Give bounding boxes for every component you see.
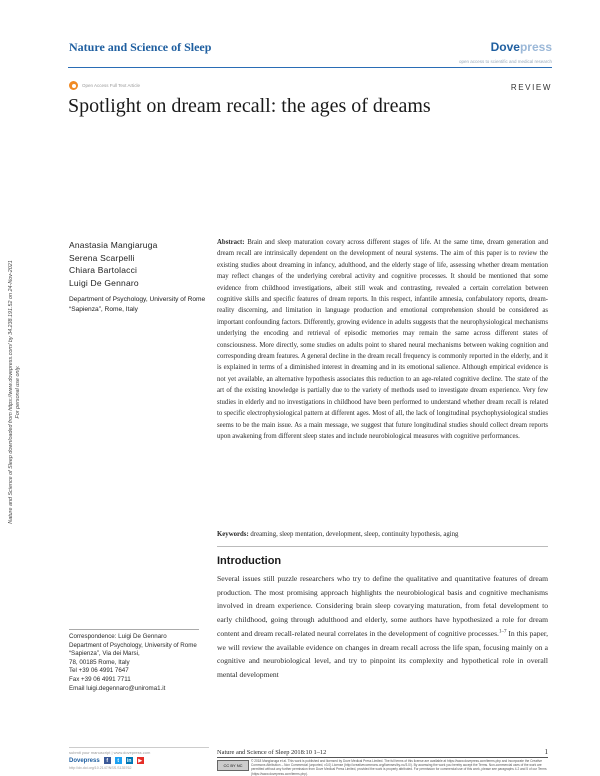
article-title: Spotlight on dream recall: the ages of dreams — [68, 95, 431, 117]
doi-link[interactable]: http://dx.doi.org/10.2147/NSS.S135762 — [69, 766, 132, 770]
journal-citation: Nature and Science of Sleep 2018:10 1–12 — [217, 749, 327, 756]
author: Luigi De Gennaro — [69, 277, 139, 288]
footer-divider — [217, 757, 548, 758]
keywords-label: Keywords: — [217, 531, 249, 538]
logo-press: press — [519, 40, 552, 54]
correspondence-line: Correspondence: Luigi De Gennaro — [69, 633, 167, 640]
twitter-icon[interactable]: t — [115, 757, 122, 764]
abstract — [217, 237, 548, 537]
keywords — [217, 530, 548, 540]
author-list — [69, 239, 158, 289]
logo-main: Dove — [490, 40, 520, 54]
correspondence-divider — [69, 629, 199, 630]
download-watermark — [8, 152, 22, 632]
correspondence-block — [69, 633, 219, 693]
footer-publisher — [69, 747, 209, 770]
open-access-label: Open Access Full Text Article — [82, 83, 140, 88]
introduction-text: Several issues still puzzle researchers who try to define the qualitative and quantitative features of dream production. The most promising approach highlights the neurobiological basis and cognitive mechanisms involved in dream experience. Considering brain sleep covarying maturation, from fetal development to early childhood, going through adulthood and elderly, some authors have hypothesized a role for dream content and dream recall-related neural correlates in the development of cognitive processes. — [217, 574, 548, 638]
abstract-text: Brain and sleep maturation covary across different stages of life. At the same time, dream generation and dream recall are intrinsically dependent on the development of neural systems. The aim of this paper is to review the existing studies about dreaming in infancy, adulthood, and the elderly stage of life, assessing whether dream mentation may reflect changes of the underlying cerebral activity and cognitive processes. It should be mentioned that some evidence from childhood investigations, albeit still weak and contrasting, revealed a certain correlation between cognitive skills and specific features of dream reports. In this respect, infantile amnesia, confabulatory reports, dream-reality discerning, and limitation in language production and emotional comprehension should be considered as important confounding factors. Differently, growing evidence in adults suggests that the neurophysiological mechanisms underlying the encoding and retrieval of episodic memories may remain the same across different states of consciousness. More directly, some studies on adults point to shared neural mechanisms between waking cognition and corresponding dream features. A general decline in the dream recall frequency is commonly reported in the elderly, and it is explained in terms of a diminished interest in dreaming and in its emotional salience. Although empirical evidence is not yet available, an alternative hypothesis associates this reduction to an age-related cognitive decline. The state of the art of the existing knowledge is partially due to the variety of methods used to investigate dream experience. Very few studies in elderly and no investigations in childhood have been performed to understand whether dream recall is related to specific electrophysiological pattern at different ages. Most of all, the lack of longitudinal psychophysiological studies seems to be the main issue. As a main message, we suggest that future longitudinal studies should collect dream reports upon awakening from different sleep states and include neurobiological measures with cognitive performances. — [217, 239, 548, 440]
footer-dovepress[interactable]: Dovepress — [69, 757, 100, 764]
dovepress-logo[interactable] — [491, 40, 552, 54]
correspondence-line: Department of Psychology, University of Rome “Sapienza”, Via dei Marsi, — [69, 641, 197, 658]
correspondence-line: Tel +39 06 4991 7647 — [69, 667, 129, 675]
open-access-badge — [69, 81, 140, 90]
abstract-label: Abstract: — [217, 239, 245, 246]
citation-reference[interactable]: 1–7 — [498, 629, 507, 635]
correspondence-line: Fax +39 06 4991 7711 — [69, 675, 131, 683]
introduction-text-continued: In this paper, we will review the available evidence on changes in dream recall across the life span, focusing mainly on a cognitive and neurobiological level, and try to pinpoint its complexity and hypothetical role in overall mental development — [217, 628, 548, 679]
linkedin-icon[interactable]: in — [126, 757, 132, 764]
license-text: © 2018 Mangiaruga et al. This work is published and licensed by Dove Medical Press Limited. The full terms of this license are available at https://www.dovepress.com/terms.php and incorporate the Creative Commons Attribution – Non Commercial (unported, v3.0) License (http://creativecommons.org/licenses/by-nc/3.0/). By accessing the work you hereby accept the Terms. Non-commercial uses of the work are permitted without any further permission from Dove Medical Press Limited, provided the work is properly attributed. For permission for commercial use of this work, please see paragraphs 4.2 and 5 of our Terms (https://www.dovepress.com/terms.php). — [251, 759, 547, 776]
author: Serena Scarpelli — [69, 252, 135, 263]
footer-social-row — [69, 757, 209, 764]
correspondence-email[interactable]: Email luigi.degennaro@uniroma1.it — [69, 684, 166, 692]
watermark-line-2: For personal use only. — [15, 365, 21, 419]
journal-title: Nature and Science of Sleep — [69, 40, 212, 54]
publisher-tagline: open access to scientific and medical research — [458, 59, 552, 64]
keywords-text: dreaming, sleep mentation, development, sleep, continuity hypothesis, aging — [250, 531, 459, 538]
correspondence-line: 78, 00185 Rome, Italy — [69, 658, 130, 666]
submit-manuscript-link[interactable]: submit your manuscript | www.dovepress.com — [69, 747, 209, 755]
open-access-icon — [69, 81, 78, 90]
creative-commons-badge[interactable]: CC BY NC — [217, 760, 249, 771]
author: Anastasia Mangiaruga — [69, 240, 158, 250]
author: Chiara Bartolacci — [69, 265, 138, 275]
affiliation: Department of Psychology, University of Rome “Sapienza”, Rome, Italy — [69, 296, 206, 313]
article-type: REVIEW — [510, 83, 552, 92]
section-heading-introduction: Introduction — [217, 555, 282, 567]
page-number: 1 — [544, 748, 548, 756]
introduction-body — [217, 572, 548, 724]
header-divider — [68, 67, 552, 68]
watermark-line-1: Nature and Science of Sleep downloaded from https://www.dovepress.com/ by 34.238.191.52 on 24-Nov-2021 — [8, 260, 14, 524]
facebook-icon[interactable]: f — [104, 757, 111, 764]
abstract-divider — [217, 546, 548, 547]
youtube-icon[interactable]: ▶ — [138, 757, 143, 764]
